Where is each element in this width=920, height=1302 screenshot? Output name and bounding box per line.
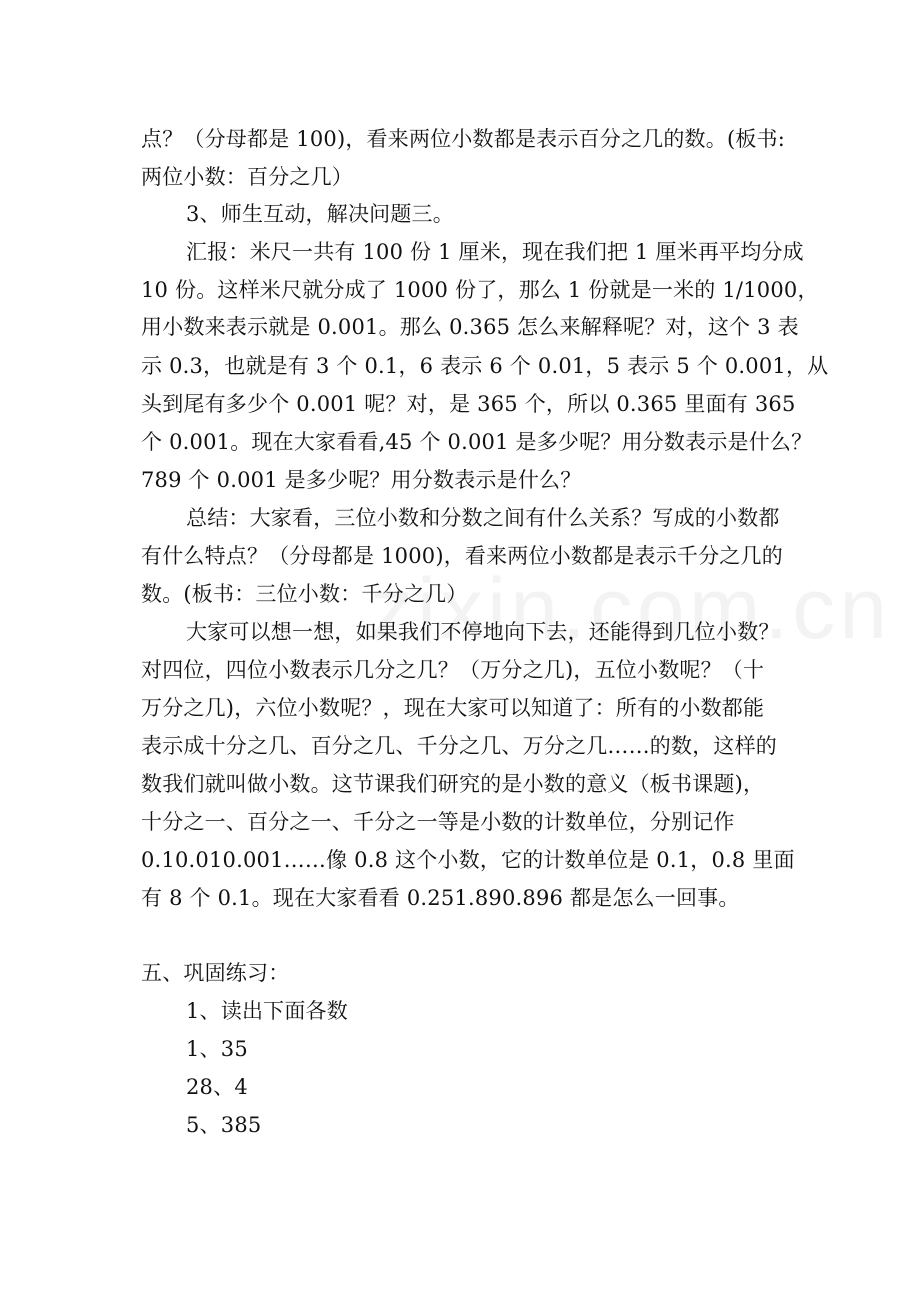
paragraph-line: 点？（分母都是 100)，看来两位小数都是表示百分之几的数。(板书:: [141, 127, 786, 151]
paragraph-line: 万分之几)，六位小数呢？，现在大家可以知道了：所有的小数都能: [141, 696, 765, 720]
exercise-item: 5、385: [186, 1113, 262, 1137]
paragraph-line: 两位小数：百分之几）: [141, 165, 353, 189]
paragraph-line: 个 0.001。现在大家看看,45 个 0.001 是多少呢？用分数表示是什么？: [141, 430, 813, 454]
paragraph-line: 数我们就叫做小数。这节课我们研究的是小数的意义（板书课题)，: [141, 772, 765, 796]
paragraph-line: 大家可以想一想，如果我们不停地向下去，还能得到几位小数？: [186, 620, 780, 644]
paragraph-line: 汇报：米尺一共有 100 份 1 厘米，现在我们把 1 厘米再平均分成: [186, 240, 804, 264]
paragraph-line: 示 0.3，也就是有 3 个 0.1，6 表示 6 个 0.01，5 表示 5 个 0.001，从: [141, 354, 829, 378]
paragraph-line: 头到尾有多少个 0.001 呢？对，是 365 个，所以 0.365 里面有 365: [141, 392, 796, 416]
paragraph-line: 789 个 0.001 是多少呢？用分数表示是什么？: [141, 468, 582, 492]
paragraph-line: 对四位，四位小数表示几分之几？（万分之几)，五位小数呢？（十: [141, 658, 765, 682]
paragraph-line: 有什么特点？（分母都是 1000)，看来两位小数都是表示千分之几的: [141, 544, 783, 568]
paragraph-line: 用小数来表示就是 0.001。那么 0.365 怎么来解释呢？对，这个 3 表: [141, 315, 799, 339]
exercise-item: 1、读出下面各数: [186, 999, 348, 1023]
paragraph-line: 十分之一、百分之一、千分之一等是小数的计数单位，分别记作: [141, 810, 735, 834]
paragraph-line: 0.10.010.001……像 0.8 这个小数，它的计数单位是 0.1，0.8 里面: [141, 848, 795, 872]
exercise-item: 28、4: [186, 1075, 248, 1099]
exercise-item: 1、35: [186, 1037, 248, 1061]
paragraph-line: 数。(板书：三位小数：千分之几）: [141, 582, 468, 606]
paragraph-line: 总结：大家看，三位小数和分数之间有什么关系？写成的小数都: [186, 506, 780, 530]
paragraph-line: 10 份。这样米尺就分成了 1000 份了，那么 1 份就是一米的 1/1000，: [141, 278, 819, 302]
paragraph-line: 有 8 个 0.1。现在大家看看 0.251.890.896 都是怎么一回事。: [141, 886, 740, 910]
section-heading: 3、师生互动，解决问题三。: [186, 202, 454, 226]
section-heading: 五、巩固练习：: [141, 961, 290, 985]
paragraph-line: 表示成十分之几、百分之几、千分之几、万分之几……的数，这样的: [141, 734, 777, 758]
